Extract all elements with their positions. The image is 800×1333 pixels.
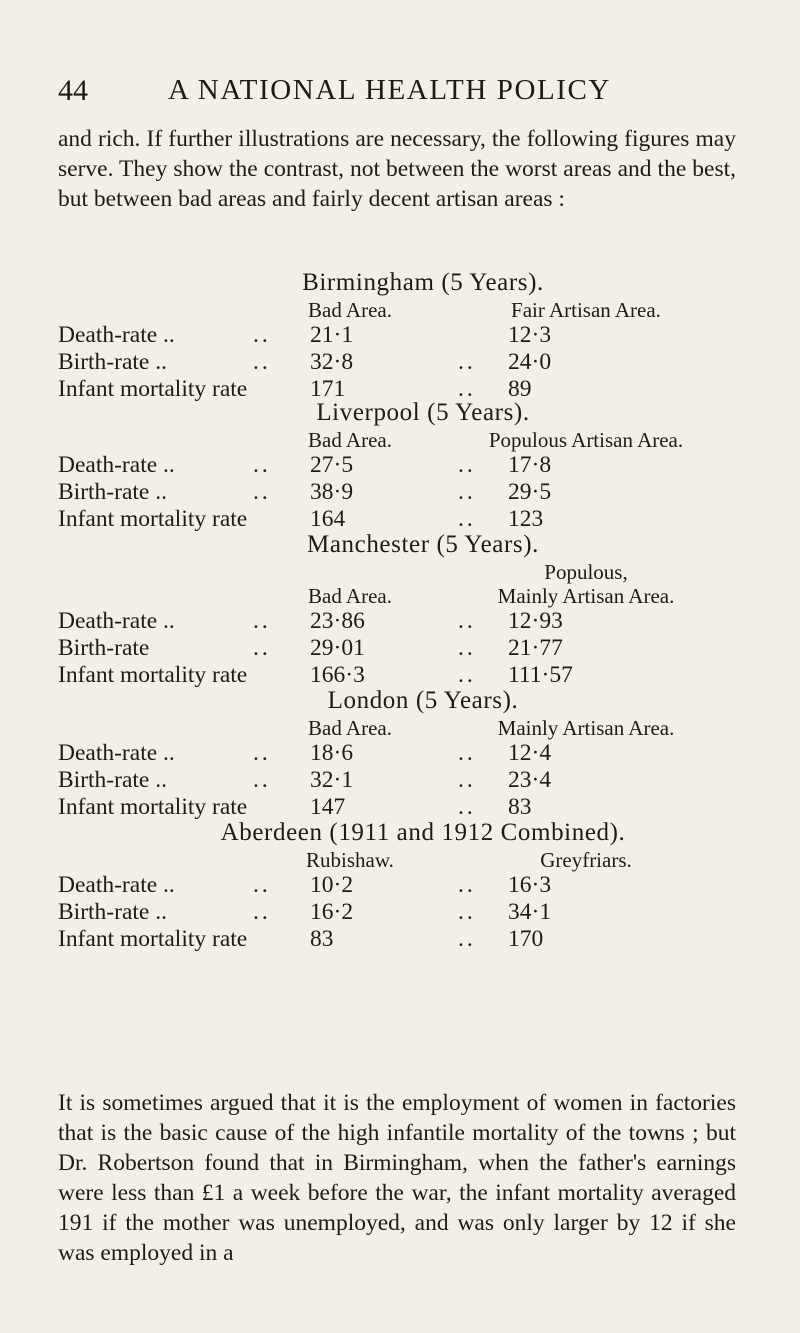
leader-dots: ..: [458, 926, 476, 952]
artisan-area-value: 17·8: [508, 452, 552, 478]
intro-paragraph: [58, 124, 736, 214]
table-row: [58, 740, 748, 767]
section-title: Birmingham (5 Years).: [302, 269, 544, 296]
column-headers: [58, 428, 748, 452]
closing-text: It is sometimes argued that it is the employment of women in factories that is the basic cause of the high infantile mortality of the towns ; but Dr. Robertson found that in Birmingham, when the father's earnings were less than £1 a week before the war, the infant mortality averaged 191 if the mother was unemployed, and was only larger by 12 if she was employed in a: [58, 1090, 736, 1266]
rubishaw-value: 83: [310, 926, 334, 952]
leader-dots: ..: [458, 794, 476, 820]
page-header: [58, 74, 748, 114]
rubishaw-value: 10·2: [310, 872, 354, 898]
row-label: Death-rate ..: [58, 608, 175, 634]
row-label: Birth-rate ..: [58, 349, 167, 375]
artisan-area-value: 21·77: [508, 635, 563, 661]
bad-area-value: 32·1: [310, 767, 354, 793]
leader-dots: ..: [253, 479, 271, 505]
bad-area-value: 23·86: [310, 608, 365, 634]
leader-dots: ..: [458, 662, 476, 688]
column-headers: [58, 560, 748, 608]
greyfriars-value: 170: [508, 926, 544, 952]
artisan-area-value: 12·4: [508, 740, 552, 766]
row-label: Death-rate ..: [58, 872, 175, 898]
leader-dots: ..: [458, 479, 476, 505]
leader-dots: ..: [253, 767, 271, 793]
row-label: Infant mortality rate: [58, 376, 248, 402]
intro-text: and rich. If further illustrations are necessary, the following figures may serve. They show the contrast, not between the worst areas and the best, but between bad areas and fairly decent artisan areas :: [58, 126, 736, 212]
leader-dots: ..: [458, 635, 476, 661]
table-row: [58, 662, 748, 689]
row-label: Birth-rate ..: [58, 899, 167, 925]
bad-area-value: 171: [310, 376, 346, 402]
artisan-area-value: 24·0: [508, 349, 552, 375]
column-header-artisan: Mainly Artisan Area.: [497, 584, 675, 608]
column-headers: [58, 716, 748, 740]
row-label: Birth-rate: [58, 635, 150, 661]
bad-area-value: 27·5: [310, 452, 354, 478]
table-london: [58, 686, 748, 821]
section-title: London (5 Years).: [327, 687, 519, 714]
table-liverpool: [58, 398, 748, 533]
column-header-greyfriars: Greyfriars.: [540, 848, 632, 872]
row-label: Birth-rate ..: [58, 479, 167, 505]
leader-dots: ..: [253, 740, 271, 766]
leader-dots: ..: [253, 349, 271, 375]
bad-area-value: 38·9: [310, 479, 354, 505]
artisan-area-value: 83: [508, 794, 532, 820]
greyfriars-value: 16·3: [508, 872, 552, 898]
artisan-area-value: 12·3: [508, 322, 552, 348]
table-birmingham: [58, 268, 748, 403]
bad-area-value: 147: [310, 794, 346, 820]
table-row: [58, 872, 748, 899]
leader-dots: ..: [253, 608, 271, 634]
leader-dots: ..: [458, 899, 476, 925]
column-header-rubishaw: Rubishaw.: [306, 848, 394, 872]
leader-dots: ..: [253, 899, 271, 925]
row-label: Infant mortality rate: [58, 662, 248, 688]
leader-dots: ..: [458, 452, 476, 478]
row-label: Death-rate ..: [58, 740, 175, 766]
greyfriars-value: 34·1: [508, 899, 552, 925]
row-label: Infant mortality rate: [58, 926, 248, 952]
column-header-bad: Bad Area.: [308, 584, 392, 608]
leader-dots: ..: [458, 608, 476, 634]
row-label: Death-rate ..: [58, 452, 175, 478]
leader-dots: ..: [458, 767, 476, 793]
page-number: 44: [58, 74, 88, 107]
row-label: Infant mortality rate: [58, 794, 248, 820]
column-header-artisan: Fair Artisan Area.: [511, 298, 661, 322]
table-row: [58, 635, 748, 662]
table-row: [58, 767, 748, 794]
bad-area-value: 18·6: [310, 740, 354, 766]
artisan-area-value: 12·93: [508, 608, 563, 634]
table-row: [58, 506, 748, 533]
column-header-bad: Bad Area.: [308, 716, 392, 740]
running-title: A NATIONAL HEALTH POLICY: [168, 74, 612, 106]
table-row: [58, 349, 748, 376]
column-headers: [58, 298, 748, 322]
table-row: [58, 479, 748, 506]
leader-dots: ..: [458, 376, 476, 402]
section-title: Aberdeen (1911 and 1912 Combined).: [220, 819, 626, 846]
table-aberdeen: [58, 818, 748, 953]
bad-area-value: 164: [310, 506, 346, 532]
leader-dots: ..: [458, 506, 476, 532]
table-row: [58, 899, 748, 926]
leader-dots: ..: [253, 452, 271, 478]
artisan-area-value: 111·57: [508, 662, 573, 688]
artisan-area-value: 89: [508, 376, 532, 402]
row-label: Birth-rate ..: [58, 767, 167, 793]
column-header-bad: Bad Area.: [308, 298, 392, 322]
table-row: [58, 452, 748, 479]
column-header-artisan: Mainly Artisan Area.: [497, 716, 675, 740]
bad-area-value: 29·01: [310, 635, 365, 661]
bad-area-value: 21·1: [310, 322, 354, 348]
section-title: Manchester (5 Years).: [307, 531, 539, 558]
section-title: Liverpool (5 Years).: [316, 399, 530, 426]
closing-paragraph: [58, 1088, 736, 1268]
row-label: Infant mortality rate: [58, 506, 248, 532]
leader-dots: ..: [458, 740, 476, 766]
column-header-artisan: Populous Artisan Area.: [488, 428, 684, 452]
table-manchester: [58, 530, 748, 689]
artisan-area-value: 29·5: [508, 479, 552, 505]
column-header-artisan-line1: Populous,: [544, 560, 628, 584]
column-headers: [58, 848, 748, 872]
artisan-area-value: 23·4: [508, 767, 552, 793]
rubishaw-value: 16·2: [310, 899, 354, 925]
table-row: [58, 794, 748, 821]
column-header-bad: Bad Area.: [308, 428, 392, 452]
leader-dots: ..: [253, 872, 271, 898]
bad-area-value: 32·8: [310, 349, 354, 375]
leader-dots: ..: [253, 322, 271, 348]
bad-area-value: 166·3: [310, 662, 365, 688]
artisan-area-value: 123: [508, 506, 544, 532]
table-row: [58, 322, 748, 349]
table-row: [58, 608, 748, 635]
leader-dots: ..: [458, 872, 476, 898]
leader-dots: ..: [458, 349, 476, 375]
table-row: [58, 926, 748, 953]
leader-dots: ..: [253, 635, 271, 661]
row-label: Death-rate ..: [58, 322, 175, 348]
